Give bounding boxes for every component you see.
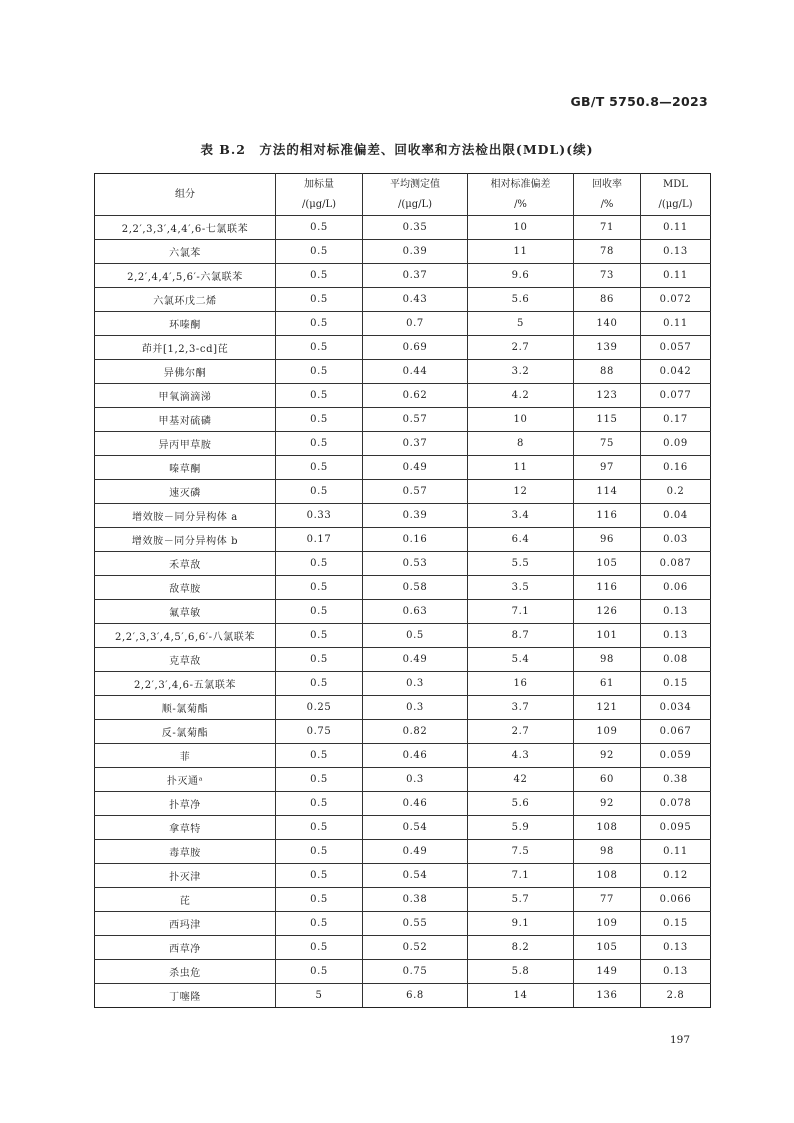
component-name-cell: 毒草胺: [95, 840, 276, 864]
table-row: [95, 384, 711, 408]
value-cell: 0.034: [641, 696, 711, 720]
value-cell: 2.7: [468, 336, 574, 360]
table-row: [95, 408, 711, 432]
value-cell: 7.5: [468, 840, 574, 864]
value-cell: 105: [574, 552, 641, 576]
document-id: GB/T 5750.8—2023: [570, 94, 708, 109]
column-header-unit: /%: [514, 198, 527, 210]
component-name-cell: 芘: [95, 888, 276, 912]
value-cell: 0.11: [641, 264, 711, 288]
value-cell: 0.44: [363, 360, 468, 384]
value-cell: 115: [574, 408, 641, 432]
value-cell: 0.06: [641, 576, 711, 600]
value-cell: 0.08: [641, 648, 711, 672]
value-cell: 0.5: [276, 624, 363, 648]
table-row: [95, 288, 711, 312]
component-name-cell: 西玛津: [95, 912, 276, 936]
value-cell: 8: [468, 432, 574, 456]
table-row: [95, 960, 711, 984]
table-row: [95, 336, 711, 360]
value-cell: 0.5: [276, 792, 363, 816]
value-cell: 0.16: [363, 528, 468, 552]
value-cell: 7.1: [468, 600, 574, 624]
value-cell: 0.5: [276, 672, 363, 696]
value-cell: 0.5: [276, 456, 363, 480]
value-cell: 0.54: [363, 816, 468, 840]
table-row: [95, 576, 711, 600]
value-cell: 0.5: [363, 624, 468, 648]
value-cell: 0.13: [641, 600, 711, 624]
value-cell: 121: [574, 696, 641, 720]
value-cell: 0.5: [276, 576, 363, 600]
table-header-row: [95, 174, 711, 216]
value-cell: 105: [574, 936, 641, 960]
component-name-cell: 增效胺－同分异构体 a: [95, 504, 276, 528]
table-row: [95, 936, 711, 960]
component-name-cell: 2,2′,3′,4,6-五氯联苯: [95, 672, 276, 696]
table-title: 表 B.2 方法的相对标准偏差、回收率和方法检出限(MDL)(续): [200, 142, 594, 157]
value-cell: 0.5: [276, 288, 363, 312]
value-cell: 0.095: [641, 816, 711, 840]
column-header: [574, 174, 641, 216]
value-cell: 0.49: [363, 456, 468, 480]
value-cell: 5: [276, 984, 363, 1008]
table-row: [95, 816, 711, 840]
table-row: [95, 216, 711, 240]
value-cell: 0.057: [641, 336, 711, 360]
value-cell: 11: [468, 240, 574, 264]
value-cell: 77: [574, 888, 641, 912]
value-cell: 78: [574, 240, 641, 264]
value-cell: 0.5: [276, 312, 363, 336]
value-cell: 6.8: [363, 984, 468, 1008]
value-cell: 0.042: [641, 360, 711, 384]
table-row: [95, 912, 711, 936]
value-cell: 0.11: [641, 312, 711, 336]
table-row: [95, 264, 711, 288]
table-body: [95, 216, 711, 1008]
table-row: [95, 720, 711, 744]
column-header: [468, 174, 574, 216]
column-header-unit: /(μg/L): [301, 198, 337, 210]
value-cell: 60: [574, 768, 641, 792]
table-row: [95, 864, 711, 888]
value-cell: 0.5: [276, 432, 363, 456]
value-cell: 0.12: [641, 864, 711, 888]
value-cell: 5.4: [468, 648, 574, 672]
table-row: [95, 624, 711, 648]
value-cell: 0.63: [363, 600, 468, 624]
value-cell: 0.078: [641, 792, 711, 816]
component-name-cell: 克草敌: [95, 648, 276, 672]
component-name-cell: 丁噻隆: [95, 984, 276, 1008]
value-cell: 42: [468, 768, 574, 792]
component-name-cell: 嗪草酮: [95, 456, 276, 480]
table-row: [95, 744, 711, 768]
table-row: [95, 840, 711, 864]
table-row: [95, 696, 711, 720]
component-name-cell: 速灭磷: [95, 480, 276, 504]
value-cell: 116: [574, 504, 641, 528]
column-header-label: MDL: [663, 178, 688, 190]
column-header: [95, 174, 276, 216]
column-header-label: 相对标准偏差: [490, 178, 551, 190]
component-name-cell: 扑灭津: [95, 864, 276, 888]
value-cell: 5.8: [468, 960, 574, 984]
value-cell: 0.38: [641, 768, 711, 792]
table-row: [95, 528, 711, 552]
value-cell: 71: [574, 216, 641, 240]
value-cell: 0.57: [363, 408, 468, 432]
component-name-cell: 六氯环戊二烯: [95, 288, 276, 312]
component-name-cell: 甲基对硫磷: [95, 408, 276, 432]
value-cell: 5.5: [468, 552, 574, 576]
component-name-cell: 顺-氯菊酯: [95, 696, 276, 720]
value-cell: 96: [574, 528, 641, 552]
value-cell: 0.52: [363, 936, 468, 960]
value-cell: 2.7: [468, 720, 574, 744]
data-table-container: [94, 173, 710, 1008]
value-cell: 0.75: [363, 960, 468, 984]
value-cell: 0.5: [276, 648, 363, 672]
value-cell: 5.7: [468, 888, 574, 912]
value-cell: 0.75: [276, 720, 363, 744]
value-cell: 109: [574, 912, 641, 936]
component-name-cell: 扑草净: [95, 792, 276, 816]
value-cell: 0.69: [363, 336, 468, 360]
value-cell: 12: [468, 480, 574, 504]
value-cell: 0.5: [276, 816, 363, 840]
table-row: [95, 360, 711, 384]
value-cell: 0.25: [276, 696, 363, 720]
column-header-label: 组分: [175, 188, 195, 200]
value-cell: 0.37: [363, 432, 468, 456]
column-header: [641, 174, 711, 216]
value-cell: 4.3: [468, 744, 574, 768]
value-cell: 10: [468, 216, 574, 240]
value-cell: 0.5: [276, 936, 363, 960]
value-cell: 0.17: [276, 528, 363, 552]
value-cell: 0.3: [363, 672, 468, 696]
value-cell: 0.066: [641, 888, 711, 912]
value-cell: 0.39: [363, 240, 468, 264]
column-header: [363, 174, 468, 216]
value-cell: 139: [574, 336, 641, 360]
value-cell: 0.087: [641, 552, 711, 576]
table-row: [95, 312, 711, 336]
value-cell: 0.5: [276, 960, 363, 984]
table-row: [95, 888, 711, 912]
value-cell: 5.6: [468, 288, 574, 312]
component-name-cell: 茚并[1,2,3-cd]芘: [95, 336, 276, 360]
value-cell: 0.03: [641, 528, 711, 552]
table-row: [95, 552, 711, 576]
value-cell: 75: [574, 432, 641, 456]
column-header-unit: /(μg/L): [397, 198, 433, 210]
value-cell: 0.5: [276, 840, 363, 864]
value-cell: 0.35: [363, 216, 468, 240]
data-table: [94, 173, 711, 1008]
value-cell: 0.38: [363, 888, 468, 912]
value-cell: 0.5: [276, 336, 363, 360]
value-cell: 88: [574, 360, 641, 384]
value-cell: 0.46: [363, 744, 468, 768]
value-cell: 0.5: [276, 360, 363, 384]
value-cell: 0.13: [641, 960, 711, 984]
value-cell: 5.6: [468, 792, 574, 816]
value-cell: 3.2: [468, 360, 574, 384]
value-cell: 0.3: [363, 696, 468, 720]
component-name-cell: 扑灭通ᵃ: [95, 768, 276, 792]
component-name-cell: 异佛尔酮: [95, 360, 276, 384]
value-cell: 0.5: [276, 240, 363, 264]
component-name-cell: 2,2′,3,3′,4,4′,6-七氯联苯: [95, 216, 276, 240]
value-cell: 0.5: [276, 384, 363, 408]
value-cell: 8.2: [468, 936, 574, 960]
value-cell: 3.7: [468, 696, 574, 720]
value-cell: 0.5: [276, 864, 363, 888]
value-cell: 0.5: [276, 912, 363, 936]
value-cell: 0.5: [276, 744, 363, 768]
value-cell: 0.067: [641, 720, 711, 744]
column-header: [276, 174, 363, 216]
value-cell: 123: [574, 384, 641, 408]
component-name-cell: 杀虫危: [95, 960, 276, 984]
value-cell: 126: [574, 600, 641, 624]
value-cell: 0.15: [641, 672, 711, 696]
table-row: [95, 648, 711, 672]
value-cell: 0.49: [363, 648, 468, 672]
value-cell: 0.5: [276, 600, 363, 624]
value-cell: 0.5: [276, 408, 363, 432]
column-header-unit: /%: [600, 198, 614, 210]
value-cell: 98: [574, 840, 641, 864]
value-cell: 0.2: [641, 480, 711, 504]
value-cell: 0.5: [276, 768, 363, 792]
value-cell: 0.5: [276, 264, 363, 288]
value-cell: 0.82: [363, 720, 468, 744]
value-cell: 9.1: [468, 912, 574, 936]
value-cell: 14: [468, 984, 574, 1008]
component-name-cell: 禾草敌: [95, 552, 276, 576]
value-cell: 0.53: [363, 552, 468, 576]
value-cell: 0.5: [276, 480, 363, 504]
value-cell: 109: [574, 720, 641, 744]
value-cell: 0.072: [641, 288, 711, 312]
table-row: [95, 240, 711, 264]
table-row: [95, 600, 711, 624]
component-name-cell: 六氯苯: [95, 240, 276, 264]
value-cell: 0.55: [363, 912, 468, 936]
value-cell: 3.5: [468, 576, 574, 600]
value-cell: 11: [468, 456, 574, 480]
value-cell: 6.4: [468, 528, 574, 552]
component-name-cell: 西草净: [95, 936, 276, 960]
value-cell: 98: [574, 648, 641, 672]
value-cell: 0.13: [641, 240, 711, 264]
value-cell: 0.37: [363, 264, 468, 288]
value-cell: 97: [574, 456, 641, 480]
column-header-unit: /(μg/L): [658, 198, 693, 210]
value-cell: 5: [468, 312, 574, 336]
value-cell: 5.9: [468, 816, 574, 840]
page-number: 197: [669, 1034, 690, 1046]
table-row: [95, 768, 711, 792]
table-row: [95, 984, 711, 1008]
value-cell: 116: [574, 576, 641, 600]
value-cell: 92: [574, 744, 641, 768]
value-cell: 0.58: [363, 576, 468, 600]
value-cell: 9.6: [468, 264, 574, 288]
value-cell: 0.43: [363, 288, 468, 312]
component-name-cell: 2,2′,3,3′,4,5′,6,6′-八氯联苯: [95, 624, 276, 648]
value-cell: 0.13: [641, 624, 711, 648]
value-cell: 0.059: [641, 744, 711, 768]
value-cell: 0.7: [363, 312, 468, 336]
component-name-cell: 敌草胺: [95, 576, 276, 600]
value-cell: 0.39: [363, 504, 468, 528]
value-cell: 0.57: [363, 480, 468, 504]
value-cell: 0.46: [363, 792, 468, 816]
value-cell: 0.077: [641, 384, 711, 408]
value-cell: 8.7: [468, 624, 574, 648]
component-name-cell: 拿草特: [95, 816, 276, 840]
value-cell: 0.09: [641, 432, 711, 456]
value-cell: 0.16: [641, 456, 711, 480]
component-name-cell: 甲氧滴滴涕: [95, 384, 276, 408]
value-cell: 0.11: [641, 840, 711, 864]
value-cell: 73: [574, 264, 641, 288]
value-cell: 0.04: [641, 504, 711, 528]
value-cell: 0.3: [363, 768, 468, 792]
value-cell: 2.8: [641, 984, 711, 1008]
value-cell: 0.49: [363, 840, 468, 864]
value-cell: 0.11: [641, 216, 711, 240]
value-cell: 4.2: [468, 384, 574, 408]
component-name-cell: 反-氯菊酯: [95, 720, 276, 744]
value-cell: 92: [574, 792, 641, 816]
value-cell: 149: [574, 960, 641, 984]
component-name-cell: 异丙甲草胺: [95, 432, 276, 456]
value-cell: 16: [468, 672, 574, 696]
component-name-cell: 环嗪酮: [95, 312, 276, 336]
component-name-cell: 菲: [95, 744, 276, 768]
value-cell: 0.17: [641, 408, 711, 432]
value-cell: 101: [574, 624, 641, 648]
column-header-label: 回收率: [592, 178, 622, 190]
component-name-cell: 2,2′,4,4′,5,6′-六氯联苯: [95, 264, 276, 288]
column-header-label: 平均测定值: [390, 178, 440, 190]
value-cell: 7.1: [468, 864, 574, 888]
value-cell: 140: [574, 312, 641, 336]
component-name-cell: 增效胺－同分异构体 b: [95, 528, 276, 552]
component-name-cell: 氟草敏: [95, 600, 276, 624]
table-row: [95, 504, 711, 528]
table-row: [95, 672, 711, 696]
value-cell: 86: [574, 288, 641, 312]
value-cell: 10: [468, 408, 574, 432]
value-cell: 0.54: [363, 864, 468, 888]
value-cell: 0.62: [363, 384, 468, 408]
table-row: [95, 792, 711, 816]
value-cell: 136: [574, 984, 641, 1008]
value-cell: 108: [574, 864, 641, 888]
table-row: [95, 432, 711, 456]
value-cell: 0.13: [641, 936, 711, 960]
table-row: [95, 456, 711, 480]
value-cell: 0.15: [641, 912, 711, 936]
value-cell: 108: [574, 816, 641, 840]
value-cell: 3.4: [468, 504, 574, 528]
value-cell: 114: [574, 480, 641, 504]
value-cell: 0.5: [276, 888, 363, 912]
value-cell: 0.5: [276, 216, 363, 240]
table-row: [95, 480, 711, 504]
value-cell: 0.33: [276, 504, 363, 528]
column-header-label: 加标量: [304, 178, 334, 190]
value-cell: 61: [574, 672, 641, 696]
value-cell: 0.5: [276, 552, 363, 576]
